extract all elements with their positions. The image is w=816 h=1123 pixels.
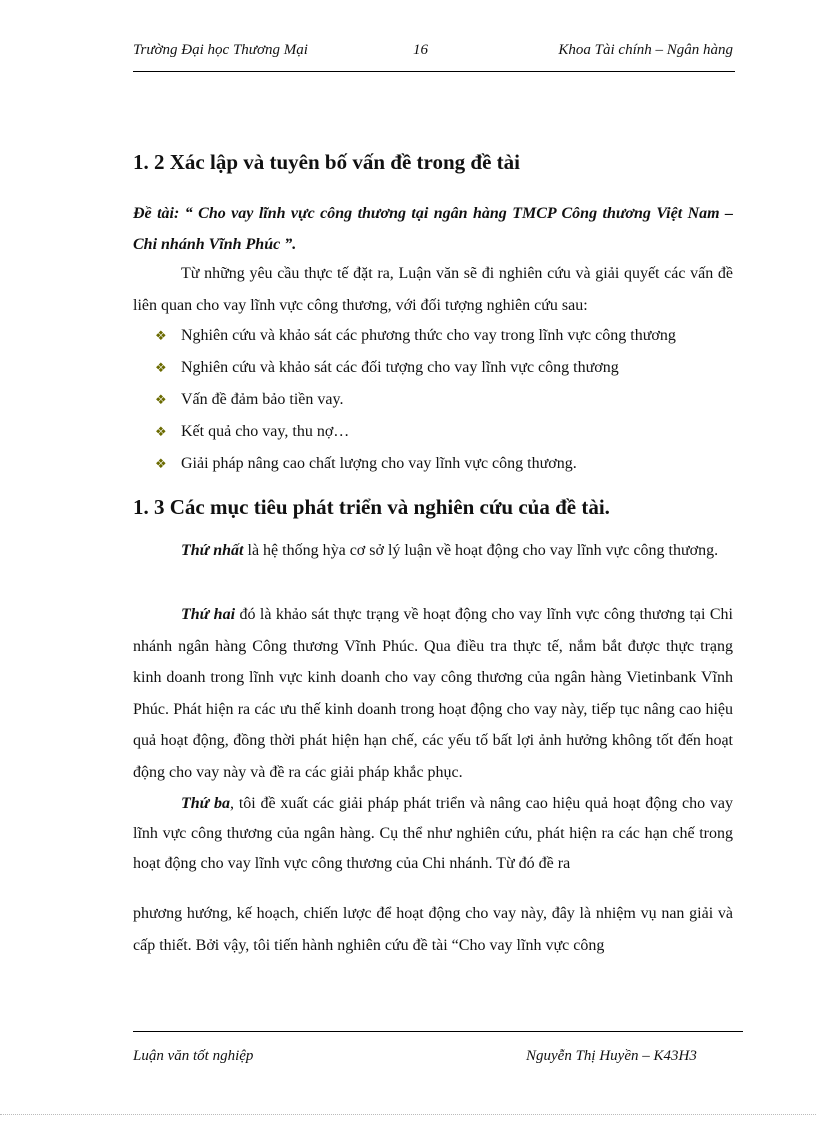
list-item-text: Nghiên cứu và khảo sát các đối tượng cho vay lĩnh vực công thương — [181, 359, 619, 376]
page-header — [133, 42, 733, 64]
paragraph-second-objective — [133, 599, 733, 788]
diamond-bullet-icon: ❖ — [155, 392, 167, 407]
paragraph-text: đó là khảo sát thực trạng về hoạt động cho vay lĩnh vực công thương tại Chi nhánh ngân hàng Công thương Vĩnh Phúc. Qua điều tra thực tế, nắm bắt được thực trạng kinh doanh trong lĩnh vực kinh doanh cho vay công thương của ngân hàng Vietinbank Vĩnh Phúc. Phát hiện ra các ưu thế kinh doanh trong hoạt động cho vay này, tiếp tục nâng cao hiệu quả hoạt động, đồng thời phát hiện hạn chế, các yếu tố bất lợi ảnh hưởng không tốt đến hoạt động cho vay này và đề ra các giải pháp khắc phục. — [133, 606, 733, 781]
list-item-text: Nghiên cứu và khảo sát các phương thức cho vay trong lĩnh vực công thương — [181, 327, 676, 344]
diamond-bullet-icon: ❖ — [155, 424, 167, 439]
paragraph-first-objective — [133, 535, 733, 567]
paragraph-lead: Thứ nhất — [181, 542, 244, 559]
page-footer — [133, 1048, 733, 1070]
paragraph-third-objective — [133, 789, 733, 879]
diamond-bullet-icon: ❖ — [155, 456, 167, 471]
list-item — [155, 320, 676, 352]
list-item — [155, 384, 676, 416]
header-rule — [133, 71, 735, 72]
footer-author: Nguyễn Thị Huyền – K43H3 — [526, 1048, 697, 1064]
paragraph-third-continued: phương hướng, kế hoạch, chiến lược để hoạt động cho vay này, đây là nhiệm vụ nan giải và cấp thiết. Bởi vậy, tôi tiến hành nghiên cứu đề tài “Cho vay lĩnh vực công — [133, 905, 733, 954]
paragraph-lead: Thứ hai — [181, 606, 236, 623]
header-page-number: 16 — [413, 42, 428, 58]
research-objects-list — [155, 320, 676, 480]
diamond-bullet-icon: ❖ — [155, 328, 167, 343]
list-item — [155, 416, 676, 448]
footer-rule — [133, 1031, 743, 1032]
paragraph-text: là hệ thống hỳa cơ sở lý luận về hoạt động cho vay lĩnh vực công thương. — [243, 542, 719, 559]
diamond-bullet-icon: ❖ — [155, 360, 167, 375]
list-item — [155, 448, 676, 480]
list-item-text: Vấn đề đảm bảo tiền vay. — [181, 391, 344, 408]
header-faculty: Khoa Tài chính – Ngân hàng — [558, 42, 733, 58]
intro-paragraph: Từ những yêu cầu thực tế đặt ra, Luận văn sẽ đi nghiên cứu và giải quyết các vấn đề liên quan cho vay lĩnh vực công thương, với đối tượng nghiên cứu sau: — [133, 265, 733, 314]
page-edge-divider — [0, 1114, 816, 1115]
thesis-topic: Đề tài: “ Cho vay lĩnh vực công thương tại ngân hàng TMCP Công thương Việt Nam – Chi nhánh Vĩnh Phúc ”. — [133, 205, 733, 253]
paragraph-lead: Thứ ba — [181, 795, 231, 812]
section-heading-1-2: 1. 2 Xác lập và tuyên bố vấn đề trong đề tài — [133, 150, 520, 174]
paragraph-text: , tôi đề xuất các giải pháp phát triển và nâng cao hiệu quả hoạt động cho vay lĩnh vực công thương của ngân hàng. Cụ thể như nghiên cứu, phát hiện ra các hạn chế trong hoạt động cho vay lĩnh vực công thương của Chi nhánh. Từ đó đề ra — [133, 795, 733, 872]
list-item-text: Kết quả cho vay, thu nợ… — [181, 423, 350, 440]
header-university: Trường Đại học Thương Mại — [133, 42, 308, 58]
footer-thesis-type: Luận văn tốt nghiệp — [133, 1048, 254, 1064]
list-item-text: Giải pháp nâng cao chất lượng cho vay lĩnh vực công thương. — [181, 455, 577, 472]
section-heading-1-3: 1. 3 Các mục tiêu phát triển và nghiên cứu của đề tài. — [133, 495, 610, 519]
list-item — [155, 352, 676, 384]
